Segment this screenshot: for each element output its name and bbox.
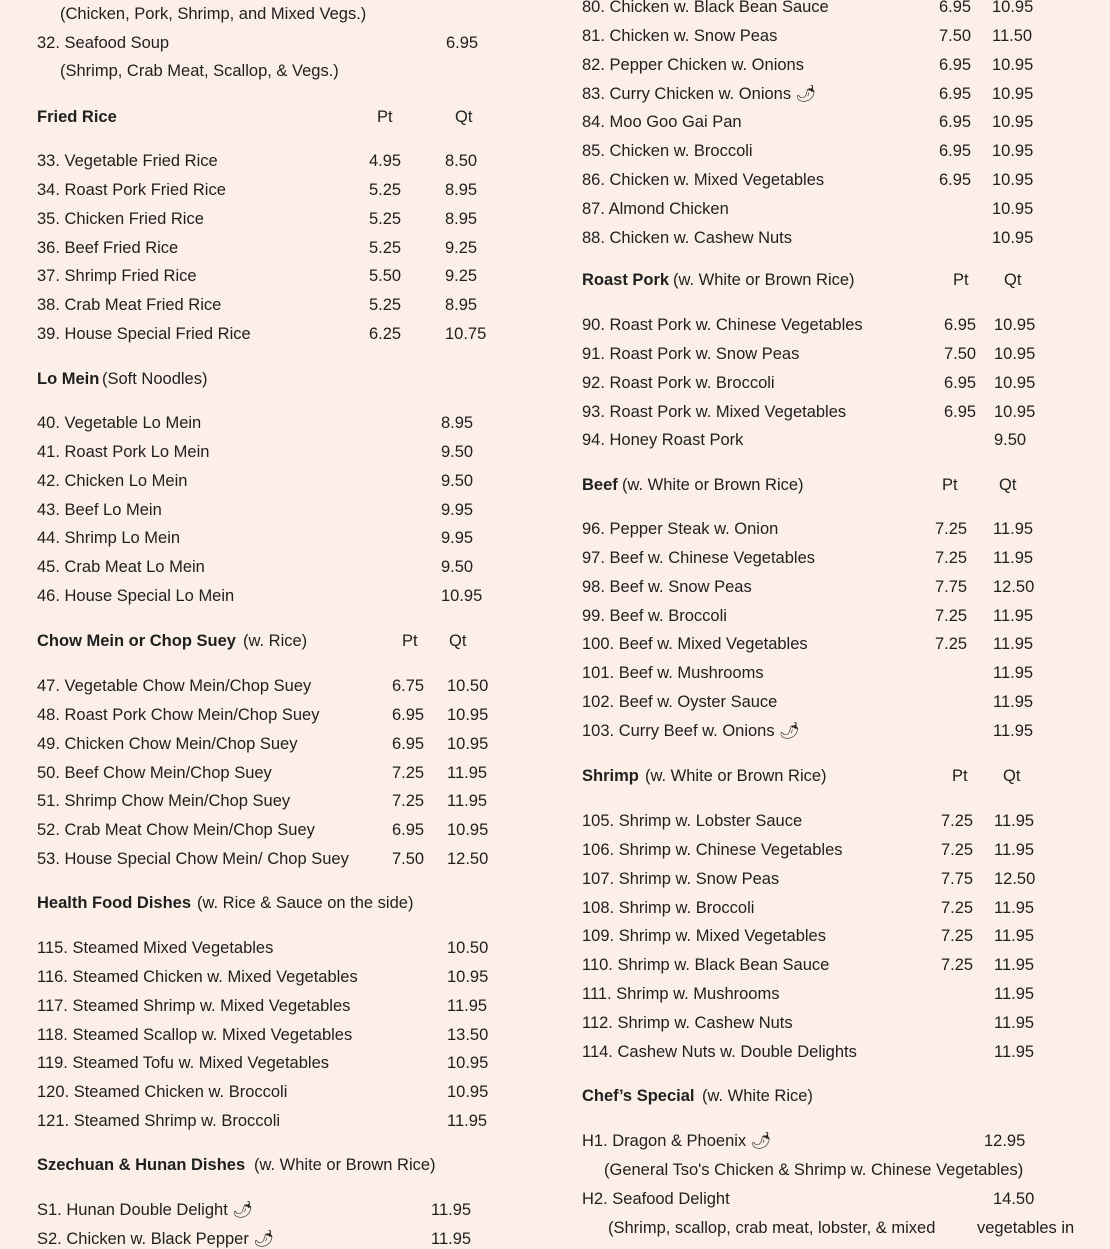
quart-price: 12.50 [994,869,1036,888]
pint-price: 6.75 [392,677,425,695]
item-name: 106. Shrimp w. Chinese Vegetables [582,840,843,859]
item-name: 83. Curry Chicken w. Onions 🌶 [582,84,817,103]
item-price: 14.50 [993,1190,1035,1208]
pint-price: 7.25 [935,548,968,567]
item-name: 100. Beef w. Mixed Vegetables [582,635,808,654]
item-name: 44. Shrimp Lo Mein [37,529,181,548]
pint-price: 7.50 [944,344,977,363]
item-name: 116. Steamed Chicken w. Mixed Vegetables [37,967,358,986]
quart-price: 11.50 [992,26,1033,45]
quart-price: 10.95 [992,199,1034,218]
item-name: H2. Seafood Delight [582,1190,730,1208]
quart-price: 11.95 [994,956,1035,975]
quart-price: 11.95 [994,898,1035,917]
quart-price: 8.50 [445,152,478,170]
item-name: 114. Cashew Nuts w. Double Delights [582,1042,857,1061]
item-name: 121. Steamed Shrimp w. Broccoli [37,1112,281,1131]
quart-price: 11.95 [994,840,1035,859]
pint-price: 7.75 [941,869,974,888]
left-column [0,0,555,1248]
item-name: 109. Shrimp w. Mixed Vegetables [582,927,826,946]
item-name: 86. Chicken w. Mixed Vegetables [582,171,825,190]
quart-price: 10.75 [445,325,487,344]
pt-header: Pt [952,767,968,785]
item-name: 103. Curry Beef w. Onions 🌶 [582,721,801,740]
pint-price: 7.25 [941,898,974,917]
quart-price: 12.50 [447,850,489,869]
quart-price: 11.95 [447,792,488,811]
pint-price: 7.75 [935,577,968,596]
item-name: 32. Seafood Soup [37,34,170,52]
qt-header: Qt [1004,271,1022,289]
item-price: 9.50 [441,442,474,461]
quart-price: 10.95 [994,373,1036,392]
pint-price: 6.95 [392,821,425,840]
item-name: 48. Roast Pork Chow Mein/Chop Suey [37,705,320,724]
item-name: 35. Chicken Fried Rice [37,209,204,228]
qt-header: Qt [999,476,1017,494]
item-name: 43. Beef Lo Mein [37,500,162,519]
item-name: 81. Chicken w. Snow Peas [582,26,778,45]
quart-price: 11.95 [447,763,488,782]
section-title: Chow Mein or Chop Suey [37,632,236,650]
section-subtitle: (w. White or Brown Rice) [254,1156,436,1174]
pint-price: 6.95 [392,734,425,753]
item-name: 34. Roast Pork Fried Rice [37,180,226,199]
quart-price: 10.95 [992,113,1034,132]
pint-price: 6.95 [392,705,425,724]
item-price: 10.95 [441,587,483,606]
section-title: Chef’s Special [582,1087,695,1105]
quart-price: 8.95 [445,209,478,228]
quart-price: 10.95 [994,402,1036,421]
section-title: Health Food Dishes [37,894,192,912]
quart-price: 10.95 [994,344,1036,363]
item-name: 37. Shrimp Fried Rice [37,267,197,286]
quart-price: 10.95 [992,228,1034,247]
pint-price: 5.25 [369,238,402,257]
item-name: 47. Vegetable Chow Mein/Chop Suey [37,677,312,695]
item-name: 101. Beef w. Mushrooms [582,664,764,683]
pint-price: 6.95 [939,171,972,190]
qt-header: Qt [449,632,467,650]
pint-price: 7.25 [392,792,425,811]
pint-price: 7.25 [935,606,968,625]
pint-price: 6.25 [369,325,402,344]
quart-price: 11.95 [994,1042,1035,1061]
quart-price: 9.25 [445,267,478,286]
item-name: 94. Honey Roast Pork [582,431,744,450]
pt-header: Pt [942,476,958,494]
item-name: 84. Moo Goo Gai Pan [582,113,742,132]
pint-price: 4.95 [369,152,402,170]
item-name: 53. House Special Chow Mein/ Chop Suey [37,850,349,869]
quart-price: 11.95 [994,812,1035,830]
pint-price: 7.25 [935,520,968,538]
item-name: 110. Shrimp w. Black Bean Sauce [582,956,830,975]
quart-price: 11.95 [994,985,1035,1004]
item-price: 9.50 [441,471,474,490]
item-name: 108. Shrimp w. Broccoli [582,898,755,917]
pint-price: 7.50 [392,850,425,869]
pint-price: 7.25 [392,763,425,782]
pint-price: 6.95 [944,316,977,334]
pint-price: 7.50 [939,26,972,45]
section-subtitle: (Soft Noodles) [102,370,208,388]
quart-price: 10.95 [994,316,1036,334]
quart-price: 10.95 [992,142,1034,161]
item-name: 107. Shrimp w. Snow Peas [582,869,780,888]
pint-price: 7.25 [941,840,974,859]
item-name: 33. Vegetable Fried Rice [37,152,218,170]
section-title: Beef [582,476,618,494]
section-subtitle: (w. White Rice) [702,1087,813,1105]
item-name: 105. Shrimp w. Lobster Sauce [582,812,803,830]
pint-price: 6.95 [944,373,977,392]
section-title: Shrimp [582,767,639,785]
section-title: Szechuan & Hunan Dishes [37,1156,246,1174]
item-price: 9.95 [441,500,474,519]
item-price: 11.95 [447,996,488,1015]
section-subtitle: (w. Rice & Sauce on the side) [197,894,414,912]
pt-header: Pt [377,108,393,126]
item-name: 50. Beef Chow Mein/Chop Suey [37,763,272,782]
item-price: 9.50 [441,558,474,577]
pint-price: 6.95 [939,84,972,103]
item-name: H1. Dragon & Phoenix 🌶 [582,1132,772,1150]
quart-price: 11.95 [993,693,1034,712]
item-name: 45. Crab Meat Lo Mein [37,558,205,577]
pint-price: 6.95 [939,142,972,161]
item-name: 39. House Special Fried Rice [37,325,251,344]
quart-price: 11.95 [993,635,1034,654]
section-subtitle: (w. White or Brown Rice) [622,476,804,494]
pint-price: 6.95 [944,402,977,421]
item-price: 11.95 [447,1112,488,1131]
item-name: 93. Roast Pork w. Mixed Vegetables [582,402,847,421]
item-name: 41. Roast Pork Lo Mein [37,442,210,461]
item-name: 90. Roast Pork w. Chinese Vegetables [582,316,863,334]
item-name: 111. Shrimp w. Mushrooms [582,985,780,1004]
quart-price: 8.95 [445,180,478,199]
item-price: 11.95 [431,1201,472,1219]
section-title: Lo Mein [37,370,100,388]
section-subtitle: (w. White or Brown Rice) [673,271,855,289]
item-name: 38. Crab Meat Fried Rice [37,296,222,315]
item-name: 82. Pepper Chicken w. Onions [582,55,804,74]
item-name: 40. Vegetable Lo Mein [37,414,202,432]
quart-price: 11.95 [993,520,1034,538]
quart-price: 11.95 [994,927,1035,946]
quart-price: 8.95 [445,296,478,315]
section-title: Fried Rice [37,108,117,126]
quart-price: 10.95 [447,821,489,840]
item-name: 115. Steamed Mixed Vegetables [37,939,274,957]
quart-price: 11.95 [993,721,1034,740]
item-name: 87. Almond Chicken [582,199,729,218]
item-name: 91. Roast Pork w. Snow Peas [582,344,800,363]
item-name: 118. Steamed Scallop w. Mixed Vegetables [37,1025,353,1044]
item-name: 99. Beef w. Broccoli [582,606,727,625]
item-note: (General Tso's Chicken & Shrimp w. Chinese Vegetables) [604,1161,1024,1179]
item-price: 11.95 [431,1229,472,1248]
quart-price: 11.95 [993,664,1034,683]
quart-price: 10.95 [992,171,1034,190]
item-name: 97. Beef w. Chinese Vegetables [582,548,815,567]
item-name: 51. Shrimp Chow Mein/Chop Suey [37,792,291,811]
section-subtitle: (w. Rice) [243,632,308,650]
item-name: S2. Chicken w. Black Pepper 🌶 [37,1229,275,1248]
item-name: 112. Shrimp w. Cashew Nuts [582,1013,793,1032]
item-name: 42. Chicken Lo Mein [37,471,188,490]
item-price: 10.95 [447,967,489,986]
item-name: 85. Chicken w. Broccoli [582,142,753,161]
qt-header: Qt [455,108,473,126]
item-name: 92. Roast Pork w. Broccoli [582,373,775,392]
section-subtitle: (w. White or Brown Rice) [645,767,827,785]
section-title: Roast Pork [582,271,670,289]
pint-price: 6.95 [939,0,972,16]
right-column [555,0,1110,1241]
item-name: 36. Beef Fried Rice [37,238,179,257]
pint-price: 5.50 [369,267,402,286]
quart-price: 10.95 [447,734,489,753]
item-name: 49. Chicken Chow Mein/Chop Suey [37,734,298,753]
pt-header: Pt [402,632,418,650]
item-price: 10.50 [447,939,489,957]
item-name: 117. Steamed Shrimp w. Mixed Vegetables [37,996,351,1015]
quart-price: 11.95 [993,548,1034,567]
item-note: (Chicken, Pork, Shrimp, and Mixed Vegs.) [60,5,367,23]
quart-price: 12.50 [993,577,1035,596]
quart-price: 9.25 [445,238,478,257]
pint-price: 6.95 [939,55,972,74]
item-note: (Shrimp, scallop, crab meat, lobster, & mixed [608,1219,936,1237]
item-name: 119. Steamed Tofu w. Mixed Vegetables [37,1054,329,1073]
quart-price: 10.95 [992,55,1034,74]
pint-price: 7.25 [941,956,974,975]
quart-price: 11.95 [993,606,1034,625]
pt-header: Pt [953,271,969,289]
item-name: 96. Pepper Steak w. Onion [582,520,779,538]
item-note: (Shrimp, Crab Meat, Scallop, & Vegs.) [60,62,339,80]
item-price: 13.50 [447,1025,489,1044]
pint-price: 7.25 [941,812,974,830]
item-name: 46. House Special Lo Mein [37,587,235,606]
quart-price: 10.95 [992,84,1034,103]
item-name: 80. Chicken w. Black Bean Sauce [582,0,829,16]
item-name: S1. Hunan Double Delight 🌶 [37,1201,254,1219]
item-price: 12.95 [984,1132,1026,1150]
item-note: vegetables in [977,1219,1075,1237]
quart-price: 11.95 [994,1013,1035,1032]
item-price: 10.95 [447,1083,489,1102]
item-price: 6.95 [446,34,479,52]
quart-price: 10.50 [447,677,489,695]
pint-price: 7.25 [935,635,968,654]
qt-header: Qt [1003,767,1021,785]
quart-price: 10.95 [992,0,1034,16]
item-name: 98. Beef w. Snow Peas [582,577,752,596]
item-name: 52. Crab Meat Chow Mein/Chop Suey [37,821,315,840]
pint-price: 5.25 [369,180,402,199]
pint-price: 6.95 [939,113,972,132]
pint-price: 5.25 [369,209,402,228]
quart-price: 9.50 [994,431,1027,450]
item-price: 8.95 [441,414,474,432]
item-name: 102. Beef w. Oyster Sauce [582,693,778,712]
pint-price: 5.25 [369,296,402,315]
item-name: 88. Chicken w. Cashew Nuts [582,228,793,247]
quart-price: 10.95 [447,705,489,724]
item-price: 9.95 [441,529,474,548]
pint-price: 7.25 [941,927,974,946]
item-name: 120. Steamed Chicken w. Broccoli [37,1083,288,1102]
item-price: 10.95 [447,1054,489,1073]
